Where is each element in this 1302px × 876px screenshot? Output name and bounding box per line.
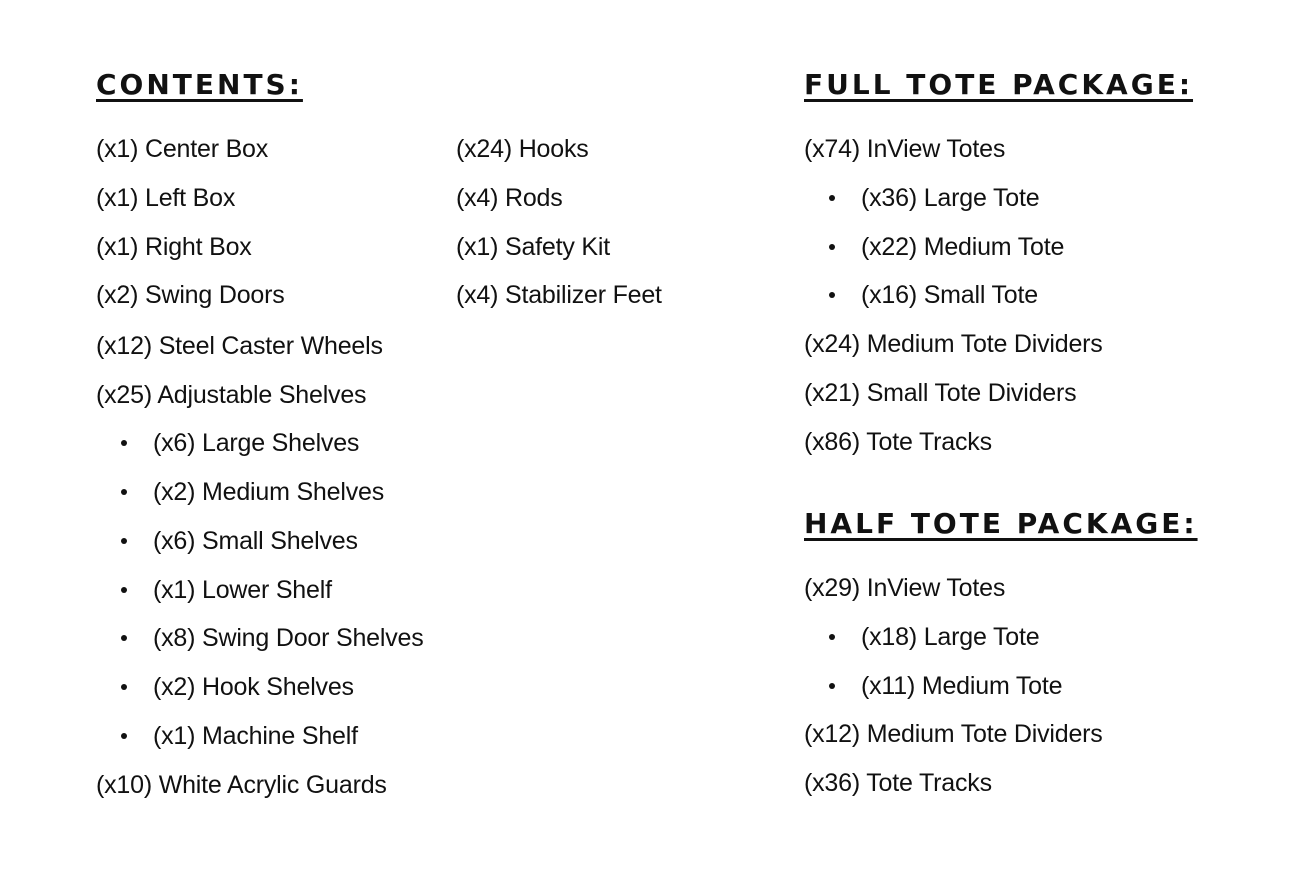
item-text: (x25) Adjustable Shelves xyxy=(96,381,367,409)
item-text: (x2) Medium Shelves xyxy=(153,478,385,506)
sub-list-item xyxy=(861,671,1062,701)
item-text: (x29) InView Totes xyxy=(804,574,1006,602)
item-text: (x4) Rods xyxy=(456,184,563,212)
list-item xyxy=(804,573,1005,603)
contents-list-col2 xyxy=(456,134,786,334)
sub-list-item xyxy=(861,280,1038,310)
contents-heading: CONTENTS: xyxy=(96,68,303,101)
list-item xyxy=(96,134,268,164)
list-item xyxy=(804,378,1076,408)
list-item xyxy=(96,770,387,800)
bullet-icon xyxy=(121,635,127,641)
bullet-icon xyxy=(121,440,127,446)
item-text: (x1) Safety Kit xyxy=(456,233,610,261)
item-text: (x6) Large Shelves xyxy=(153,429,360,457)
item-text: (x1) Center Box xyxy=(96,135,269,163)
list-item xyxy=(804,768,992,798)
item-text: (x12) Steel Caster Wheels xyxy=(96,332,383,360)
item-text: (x24) Hooks xyxy=(456,135,589,163)
half-tote-list xyxy=(804,573,1244,813)
bullet-icon xyxy=(121,538,127,544)
item-text: (x1) Left Box xyxy=(96,184,236,212)
list-item xyxy=(456,232,610,262)
item-text: (x6) Small Shelves xyxy=(153,527,358,555)
item-text: (x1) Lower Shelf xyxy=(153,576,332,604)
sub-list-item xyxy=(153,623,424,653)
item-text: (x16) Small Tote xyxy=(861,281,1038,309)
item-text: (x1) Machine Shelf xyxy=(153,722,358,750)
item-text: (x18) Large Tote xyxy=(861,623,1040,651)
bullet-icon xyxy=(829,292,835,298)
full-tote-list xyxy=(804,134,1244,474)
list-item xyxy=(96,331,383,361)
bullet-icon xyxy=(829,683,835,689)
list-item xyxy=(96,280,285,310)
sub-list-item xyxy=(861,232,1064,262)
item-text: (x2) Swing Doors xyxy=(96,281,285,309)
sub-list-item xyxy=(153,575,332,605)
item-text: (x10) White Acrylic Guards xyxy=(96,771,387,799)
sub-list-item xyxy=(153,477,384,507)
list-item xyxy=(456,183,563,213)
bullet-icon xyxy=(829,195,835,201)
half-tote-heading: HALF TOTE PACKAGE: xyxy=(804,507,1198,540)
full-tote-heading: FULL TOTE PACKAGE: xyxy=(804,68,1194,101)
item-text: (x74) InView Totes xyxy=(804,135,1006,163)
item-text: (x36) Large Tote xyxy=(861,184,1040,212)
contents-list-col1 xyxy=(96,134,456,814)
list-item xyxy=(456,134,589,164)
bullet-icon xyxy=(121,489,127,495)
sub-list-item xyxy=(153,526,358,556)
item-text: (x86) Tote Tracks xyxy=(804,428,992,456)
list-item xyxy=(804,329,1103,359)
bullet-icon xyxy=(121,684,127,690)
item-text: (x1) Right Box xyxy=(96,233,252,261)
sub-list-item xyxy=(153,672,354,702)
item-text: (x11) Medium Tote xyxy=(861,672,1063,700)
item-text: (x24) Medium Tote Dividers xyxy=(804,330,1103,358)
item-text: (x21) Small Tote Dividers xyxy=(804,379,1077,407)
item-text: (x36) Tote Tracks xyxy=(804,769,992,797)
list-item xyxy=(804,719,1103,749)
sub-list-item xyxy=(153,428,359,458)
item-text: (x4) Stabilizer Feet xyxy=(456,281,662,309)
list-item xyxy=(804,134,1005,164)
list-item xyxy=(96,380,366,410)
list-item xyxy=(96,183,235,213)
bullet-icon xyxy=(121,587,127,593)
list-item xyxy=(96,232,252,262)
item-text: (x8) Swing Door Shelves xyxy=(153,624,424,652)
item-text: (x2) Hook Shelves xyxy=(153,673,354,701)
list-item xyxy=(456,280,662,310)
bullet-icon xyxy=(121,733,127,739)
bullet-icon xyxy=(829,244,835,250)
bullet-icon xyxy=(829,634,835,640)
sub-list-item xyxy=(861,183,1039,213)
item-text: (x12) Medium Tote Dividers xyxy=(804,720,1103,748)
list-item xyxy=(804,427,992,457)
item-text: (x22) Medium Tote xyxy=(861,233,1065,261)
sub-list-item xyxy=(861,622,1039,652)
sub-list-item xyxy=(153,721,358,751)
